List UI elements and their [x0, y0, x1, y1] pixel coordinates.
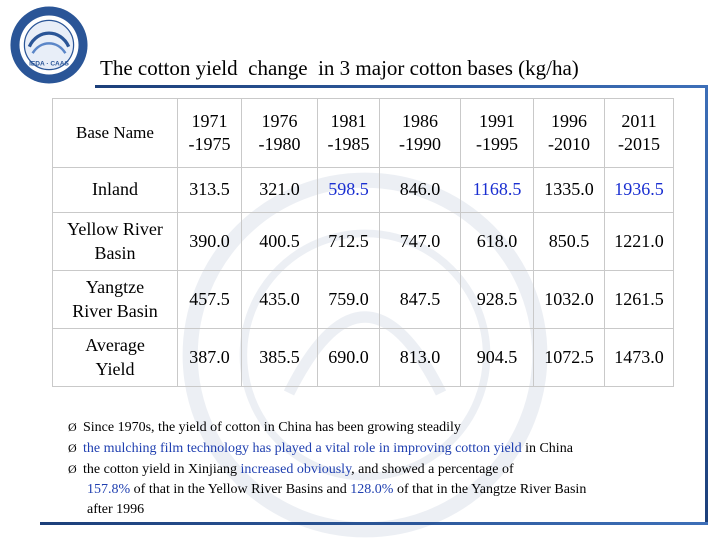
row-label-line: Yield [95, 358, 135, 379]
note-text: of that in the Yangtze River Basin [393, 482, 587, 497]
table-row-inland [53, 168, 674, 213]
header-period [242, 99, 318, 168]
yield-table [52, 98, 674, 387]
note-text-emphasis: increased obviously [240, 462, 352, 477]
header-period [461, 99, 534, 168]
row-label-line: Yangtze [85, 277, 145, 298]
header-period [178, 99, 242, 168]
header-period [534, 99, 605, 168]
period-start: 1976 [261, 110, 298, 131]
table-cell: 928.5 [461, 271, 534, 329]
note-text-emphasis: 157.8% [87, 482, 131, 497]
note-item [68, 417, 698, 438]
table-cell: 690.0 [318, 329, 380, 387]
header-base-name: Base Name [53, 99, 178, 168]
table-cell: 712.5 [318, 213, 380, 271]
period-start: 1996 [551, 110, 587, 131]
table-cell: 1072.5 [534, 329, 605, 387]
frame-right-bar [705, 85, 708, 525]
table-cell-highlight: 598.5 [318, 168, 380, 213]
row-label: Inland [53, 168, 178, 213]
row-label [53, 329, 178, 387]
row-label-line: Basin [94, 242, 136, 263]
row-label-line: River Basin [72, 300, 158, 321]
note-text: in China [521, 441, 573, 456]
table-cell: 1261.5 [605, 271, 674, 329]
table-cell: 1221.0 [605, 213, 674, 271]
period-end: -2010 [548, 134, 590, 154]
row-label [53, 271, 178, 329]
note-text: of that in the Yellow River Basins and [130, 482, 351, 497]
table-row-average-yield [53, 329, 674, 387]
table-cell: 904.5 [461, 329, 534, 387]
page-title: The cotton yield change in 3 major cotton bases (kg/ha) [100, 56, 579, 80]
notes-list [68, 417, 698, 520]
table-row-yellow-river [53, 213, 674, 271]
table-cell: 850.5 [534, 213, 605, 271]
table-cell: 385.5 [242, 329, 318, 387]
note-text-emphasis: the mulching film technology has played a vital role in improving cotton yield [83, 441, 522, 456]
period-end: -1975 [188, 134, 231, 154]
note-item [68, 438, 698, 459]
note-text: , and showed a percentage of [351, 462, 514, 477]
header-period [318, 99, 380, 168]
period-start: 1971 [191, 110, 228, 131]
period-end: -1980 [258, 134, 301, 154]
table-cell: 618.0 [461, 213, 534, 271]
period-start: 1991 [479, 110, 515, 131]
table-cell: 390.0 [178, 213, 242, 271]
institute-logo [8, 4, 90, 86]
note-item [68, 459, 698, 520]
note-text-emphasis: 128.0% [350, 482, 394, 497]
table-row-yangtze-river [53, 271, 674, 329]
row-label [53, 213, 178, 271]
period-start: 2011 [621, 110, 657, 131]
frame-top-bar [95, 85, 707, 88]
table-cell: 321.0 [242, 168, 318, 213]
period-end: -1985 [327, 134, 370, 154]
table-cell: 1473.0 [605, 329, 674, 387]
table-cell: 847.5 [380, 271, 461, 329]
row-label-line: Yellow River [67, 219, 163, 240]
period-end: -1990 [399, 134, 441, 154]
period-start: 1986 [402, 110, 438, 131]
period-end: -1995 [476, 134, 518, 154]
table-cell-highlight: 1168.5 [461, 168, 534, 213]
table-cell: 759.0 [318, 271, 380, 329]
table-header-row [53, 99, 674, 168]
table-cell: 457.5 [178, 271, 242, 329]
note-continuation: after 1996 [87, 502, 145, 517]
period-start: 1981 [330, 110, 367, 131]
table-cell-highlight: 1936.5 [605, 168, 674, 213]
header-period [605, 99, 674, 168]
table-cell: 747.0 [380, 213, 461, 271]
row-label-line: Average [85, 335, 145, 356]
table-cell: 813.0 [380, 329, 461, 387]
note-text: Since 1970s, the yield of cotton in China has been growing steadily [83, 420, 461, 435]
table-cell: 846.0 [380, 168, 461, 213]
table-cell: 1032.0 [534, 271, 605, 329]
logo-caption: IEDA · CAAS [29, 60, 69, 68]
arrow-bullet-icon: Ø [68, 462, 77, 476]
arrow-bullet-icon: Ø [68, 420, 77, 434]
header-period [380, 99, 461, 168]
table-cell: 1335.0 [534, 168, 605, 213]
note-continuation [68, 480, 698, 500]
period-end: -2015 [618, 134, 660, 154]
table-cell: 313.5 [178, 168, 242, 213]
note-text: the cotton yield in Xinjiang [83, 462, 241, 477]
table-cell: 387.0 [178, 329, 242, 387]
arrow-bullet-icon: Ø [68, 441, 77, 455]
table-cell: 435.0 [242, 271, 318, 329]
table-cell: 400.5 [242, 213, 318, 271]
